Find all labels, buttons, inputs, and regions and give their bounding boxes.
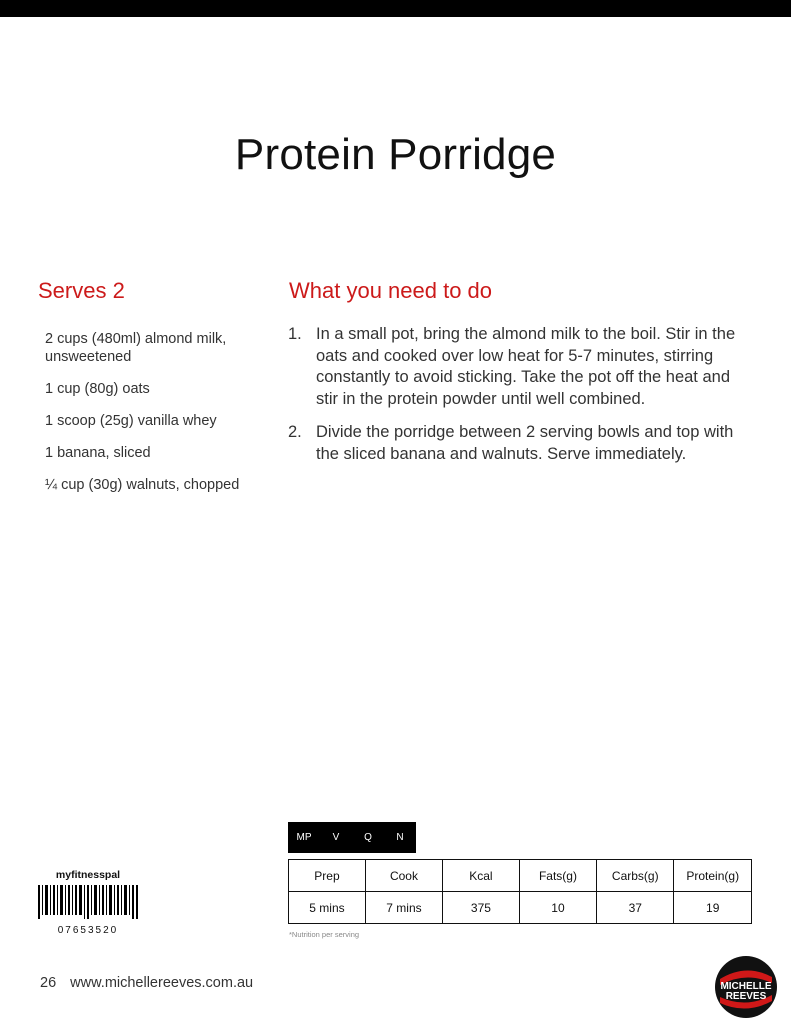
step-number: 2. bbox=[288, 423, 302, 441]
ingredient-item: 1 scoop (25g) vanilla whey bbox=[45, 413, 217, 429]
header-cell: Cook bbox=[365, 860, 442, 892]
tag-q: Q bbox=[352, 822, 384, 853]
value-cell: 19 bbox=[674, 892, 752, 924]
header-cell: Prep bbox=[289, 860, 366, 892]
tag-v: V bbox=[320, 822, 352, 853]
step-text: In a small pot, bring the almond milk to the boil. Stir in the oats and cooked over low heat for 5-7 minutes, stirring constantly to avoid sticking. Take the pot off the heat and stir in the protein powder until well combined. bbox=[316, 325, 736, 408]
tag-mp: MP bbox=[288, 822, 320, 853]
value-cell: 7 mins bbox=[365, 892, 442, 924]
page-number: 26 bbox=[40, 975, 57, 991]
value-cell: 37 bbox=[597, 892, 674, 924]
value-cell: 375 bbox=[442, 892, 519, 924]
header-cell: Carbs(g) bbox=[597, 860, 674, 892]
step-number: 1. bbox=[288, 325, 302, 343]
ingredient-item: ¼ cup (30g) walnuts, chopped bbox=[45, 477, 240, 493]
nutrition-table bbox=[288, 859, 752, 924]
barcode-icon bbox=[38, 885, 138, 919]
michelle-reeves-logo bbox=[714, 955, 778, 1019]
barcode-number: 07653520 bbox=[57, 925, 119, 936]
nutrition-note: *Nutrition per serving bbox=[289, 930, 360, 939]
ingredient-list bbox=[45, 330, 275, 508]
myfitnesspal-barcode-block bbox=[38, 869, 138, 936]
diet-tags bbox=[288, 822, 416, 853]
logo-text-line2: REEVES bbox=[725, 991, 767, 1002]
value-cell: 5 mins bbox=[289, 892, 366, 924]
method-step bbox=[288, 324, 748, 410]
ingredient-item: 1 cup (80g) oats bbox=[45, 381, 150, 397]
header-cell: Kcal bbox=[442, 860, 519, 892]
ingredient-item: 2 cups (480ml) almond milk, unsweetened bbox=[45, 331, 227, 365]
method-step bbox=[288, 422, 748, 465]
logo-text-line1: MICHELLE bbox=[720, 981, 772, 992]
website-link[interactable]: www.michellereeves.com.au bbox=[70, 975, 254, 991]
step-text: Divide the porridge between 2 serving bowls and top with the sliced banana and walnuts. Serve immediately. bbox=[316, 423, 734, 463]
page-title: Protein Porridge bbox=[234, 130, 557, 179]
top-bar bbox=[0, 0, 791, 17]
method-steps bbox=[288, 324, 748, 477]
serves-heading: Serves 2 bbox=[38, 278, 125, 303]
value-cell: 10 bbox=[519, 892, 596, 924]
page-footer bbox=[40, 975, 253, 991]
myfitnesspal-label: myfitnesspal bbox=[55, 869, 121, 881]
tag-n: N bbox=[384, 822, 416, 853]
nutrition-value-row bbox=[289, 892, 752, 924]
method-heading: What you need to do bbox=[289, 278, 493, 303]
header-cell: Protein(g) bbox=[674, 860, 752, 892]
ingredient-item: 1 banana, sliced bbox=[45, 445, 151, 461]
nutrition-header-row bbox=[289, 860, 752, 892]
header-cell: Fats(g) bbox=[519, 860, 596, 892]
